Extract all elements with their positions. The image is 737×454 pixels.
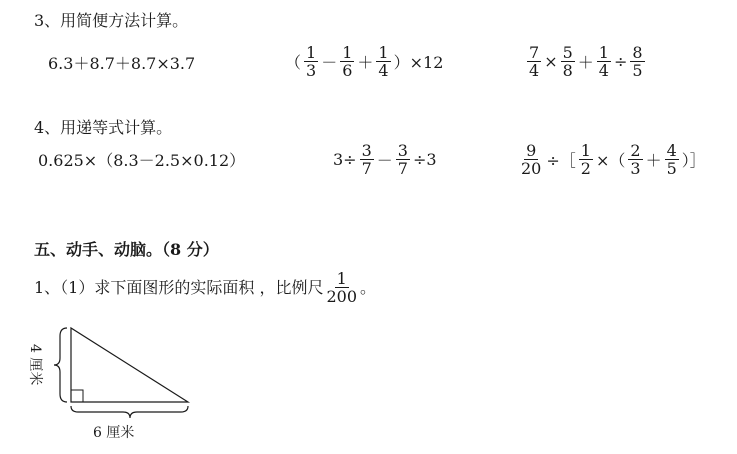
- operator: －: [376, 151, 393, 170]
- height-label: 4 厘米: [27, 344, 43, 386]
- operator: ＋: [645, 151, 662, 170]
- section4-heading: 4、用递等式计算。: [34, 118, 173, 137]
- section5-heading: 五、动手、动脑。（8 分）: [34, 240, 219, 259]
- operator: ÷: [613, 52, 628, 71]
- fraction: $\frac{1}{3}$: [306, 43, 317, 80]
- triangle-shape: [71, 328, 188, 402]
- operator: －: [321, 53, 338, 72]
- operator: 3÷: [333, 150, 357, 169]
- close-brackets: ）］: [681, 151, 706, 170]
- operator: ×: [544, 52, 558, 71]
- operator: ＋: [357, 53, 374, 72]
- close-paren-times: ）×12: [393, 53, 444, 72]
- operator: ÷3: [412, 150, 437, 169]
- section4-expression-1: 0.625×（8.3－2.5×0.12）: [38, 151, 246, 170]
- section3-expression-1: 6.3＋8.7＋8.7×3.7: [48, 54, 196, 73]
- section3-heading: 3、用简便方法计算。: [34, 11, 189, 30]
- fraction: $\frac{3}{7}$: [361, 141, 372, 178]
- fraction: $\frac{4}{5}$: [666, 141, 677, 178]
- section3-expression-3: [526, 44, 646, 79]
- section4-expression-3: [518, 142, 708, 177]
- operator: ÷［: [546, 151, 576, 170]
- right-angle-marker: [71, 390, 83, 402]
- fraction: $\frac{1}{4}$: [598, 43, 609, 80]
- fraction: $\frac{1}{6}$: [342, 43, 353, 80]
- operator: ＋: [577, 53, 594, 72]
- scale-fraction: $\frac{1}{200}$: [326, 269, 357, 306]
- fraction: $\frac{3}{7}$: [397, 141, 408, 178]
- fraction: $\frac{7}{4}$: [529, 43, 540, 80]
- question-end: 。: [360, 277, 377, 297]
- base-brace: [71, 406, 188, 418]
- fraction: $\frac{2}{3}$: [630, 141, 641, 178]
- base-label: 6 厘米: [93, 425, 135, 441]
- height-label-wrap: [20, 340, 48, 390]
- section4-expression-2: [331, 142, 439, 177]
- open-paren: （: [285, 53, 302, 72]
- operator: ×（: [595, 151, 626, 170]
- fraction: $\frac{5}{8}$: [562, 43, 573, 80]
- height-brace: [54, 328, 67, 402]
- fraction: $\frac{8}{5}$: [632, 43, 643, 80]
- section5-question-1: [34, 270, 376, 305]
- fraction: $\frac{1}{4}$: [378, 43, 389, 80]
- fraction: $\frac{1}{2}$: [580, 141, 591, 178]
- section3-expression-2: [283, 44, 445, 79]
- question-text: 1、（1）求下面图形的实际面积 ，比例尺: [34, 277, 324, 297]
- fraction: $\frac{9}{20}$: [521, 141, 542, 178]
